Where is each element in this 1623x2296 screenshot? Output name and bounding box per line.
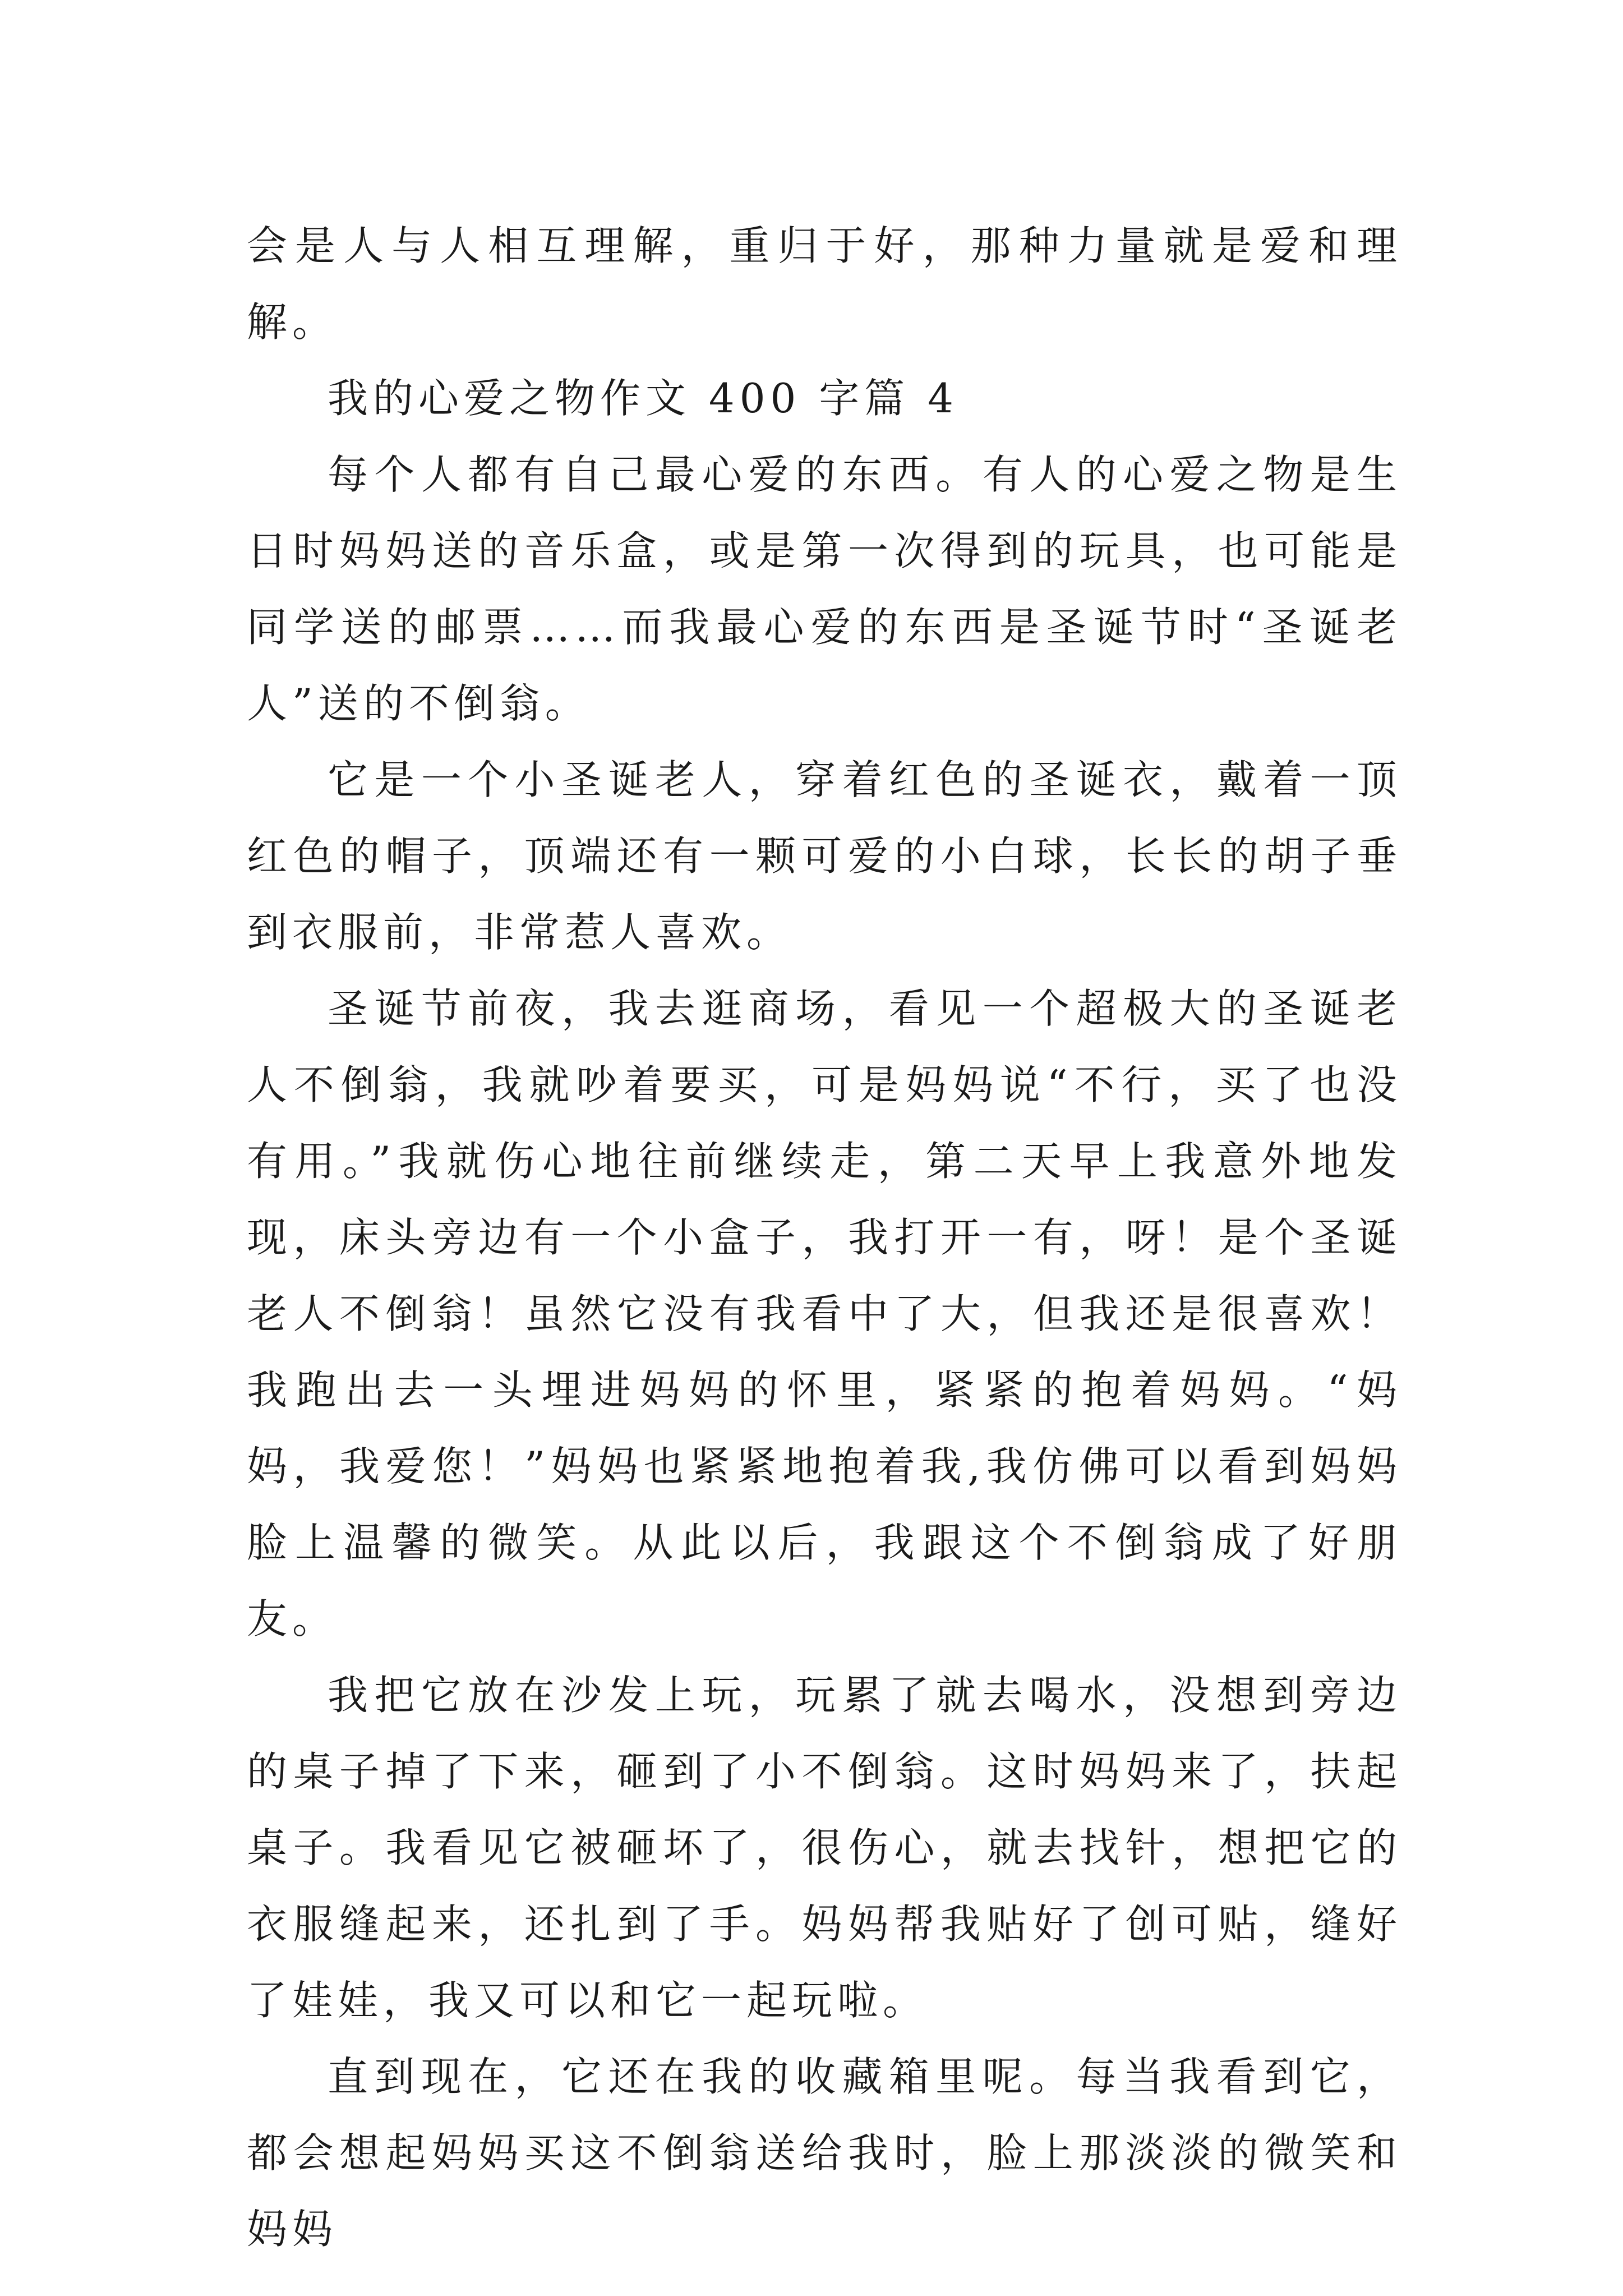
paragraph: 我把它放在沙发上玩，玩累了就去喝水，没想到旁边的桌子掉了下来，砸到了小不倒翁。这时妈妈来了，扶起桌子。我看见它被砸坏了，很伤心，就去找针，想把它的衣服缝起来，还扎到了手。妈妈帮我贴好了创可贴，缝好了娃娃，我又可以和它一起玩啦。 — [247, 1672, 1402, 2024]
paragraph: 它是一个小圣诞老人，穿着红色的圣诞衣，戴着一顶红色的帽子，顶端还有一颗可爱的小白球，长长的胡子垂到衣服前，非常惹人喜欢。 — [247, 756, 1402, 956]
paragraph: 圣诞节前夜，我去逛商场，看见一个超极大的圣诞老人不倒翁，我就吵着要买，可是妈妈说“不行，买了也没有用。”我就伤心地往前继续走，第二天早上我意外地发现，床头旁边有一个小盒子，我打开一有，呀！是个圣诞老人不倒翁！虽然它没有我看中了大，但我还是很喜欢！我跑出去一头埋进妈妈的怀里，紧紧的抱着妈妈。“妈妈，我爱您！”妈妈也紧紧地抱着我,我仿佛可以看到妈妈脸上温馨的微笑。从此以后，我跟这个不倒翁成了好朋友。 — [247, 985, 1402, 1642]
paragraph-continued: 会是人与人相互理解，重归于好，那种力量就是爱和理解。 — [247, 222, 1402, 346]
paragraph: 直到现在，它还在我的收藏箱里呢。每当我看到它，都会想起妈妈买这不倒翁送给我时，脸上那淡淡的微笑和妈妈 — [247, 2053, 1402, 2253]
paragraph: 每个人都有自己最心爱的东西。有人的心爱之物是生日时妈妈送的音乐盒，或是第一次得到的玩具，也可能是同学送的邮票……而我最心爱的东西是圣诞节时“圣诞老人”送的不倒翁。 — [247, 451, 1402, 727]
essay-body — [247, 208, 1402, 2267]
essay-heading: 我的心爱之物作文 400 字篇 4 — [328, 375, 958, 422]
